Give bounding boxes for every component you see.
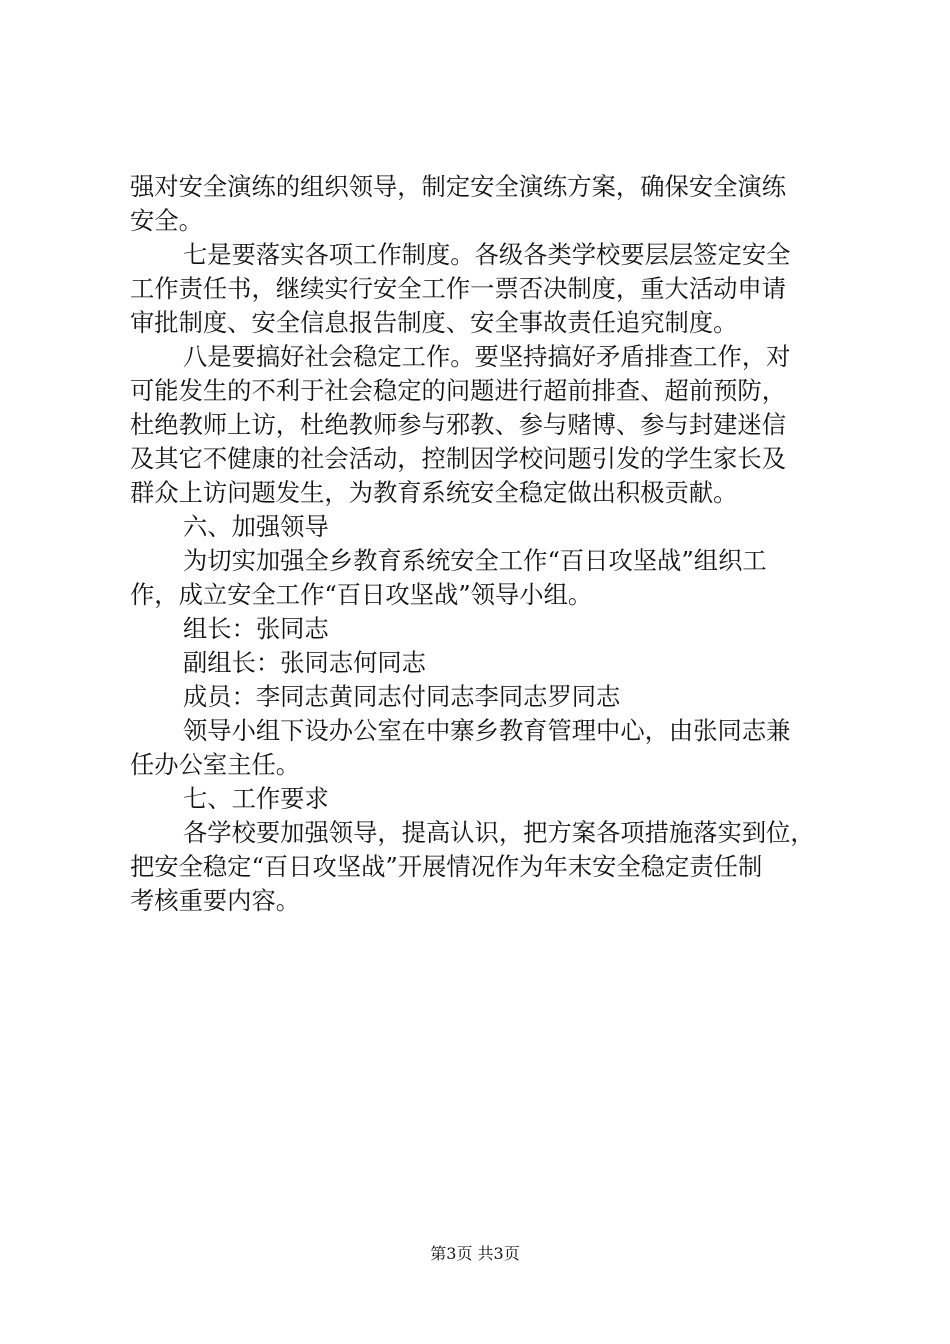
paragraph-line: 强对安全演练的组织领导，制定安全演练方案，确保安全演练 xyxy=(130,172,787,201)
paragraph-line: 工作责任书，继续实行安全工作一票否决制度，重大活动申请 xyxy=(130,274,787,303)
paragraph-line: 杜绝教师上访，杜绝教师参与邪教、参与赌博、参与封建迷信 xyxy=(130,410,787,439)
paragraph-line: 及其它不健康的社会活动，控制因学校问题引发的学生家长及 xyxy=(130,444,787,473)
paragraph-line: 八是要搞好社会稳定工作。要坚持搞好矛盾排查工作，对 xyxy=(183,342,791,371)
paragraph-line: 群众上访问题发生，为教育系统安全稳定做出积极贡献。 xyxy=(130,478,738,507)
deputy-leader-line: 副组长：张同志何同志 xyxy=(183,648,426,677)
paragraph-line: 七是要落实各项工作制度。各级各类学校要层层签定安全 xyxy=(183,240,791,269)
paragraph-line: 安全。 xyxy=(130,206,203,235)
paragraph-line: 可能发生的不利于社会稳定的问题进行超前排查、超前预防， xyxy=(130,376,787,405)
paragraph-line: 把安全稳定“百日攻坚战”开展情况作为年末安全稳定责任制 xyxy=(130,852,763,881)
paragraph-line: 各学校要加强领导，提高认识，把方案各项措施落实到位， xyxy=(183,818,815,847)
page-number-footer: 第3页 共3页 xyxy=(430,1244,520,1263)
paragraph-line: 考核重要内容。 xyxy=(130,886,301,915)
section-heading: 六、加强领导 xyxy=(183,512,329,541)
section-heading: 七、工作要求 xyxy=(183,784,329,813)
paragraph-line: 领导小组下设办公室在中寨乡教育管理中心，由张同志兼 xyxy=(183,716,791,745)
paragraph-line: 作，成立安全工作“百日攻坚战”领导小组。 xyxy=(130,580,593,609)
paragraph-line: 为切实加强全乡教育系统安全工作“百日攻坚战”组织工 xyxy=(183,546,767,575)
group-leader-line: 组长：张同志 xyxy=(183,614,329,643)
members-line: 成员：李同志黄同志付同志李同志罗同志 xyxy=(183,682,621,711)
paragraph-line: 任办公室主任。 xyxy=(130,750,301,779)
paragraph-line: 审批制度、安全信息报告制度、安全事故责任追究制度。 xyxy=(130,308,738,337)
